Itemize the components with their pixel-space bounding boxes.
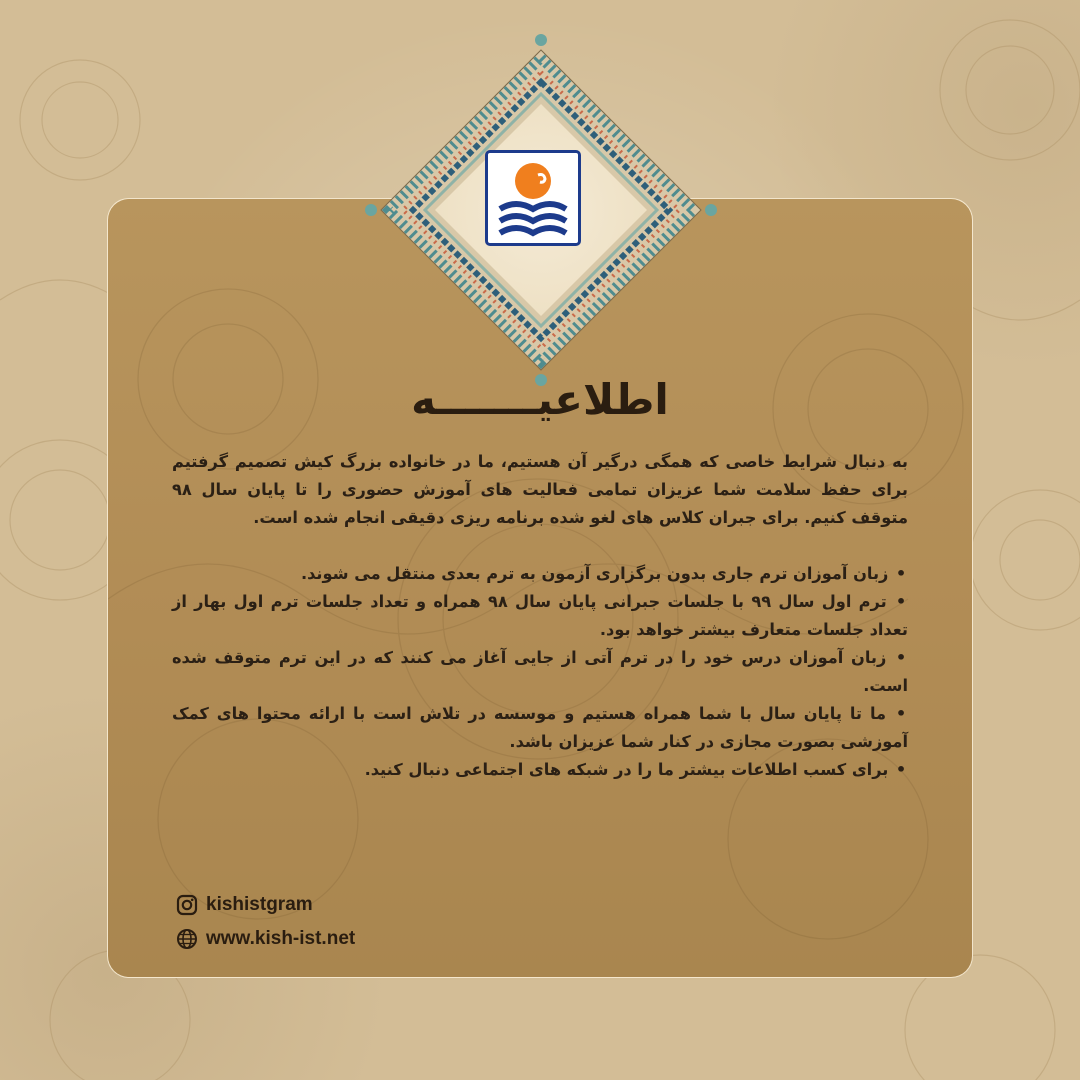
kish-institute-logo — [485, 150, 581, 246]
instagram-handle: kishistgram — [206, 894, 313, 915]
announcement-title: اطلاعیـــــــه — [411, 375, 669, 424]
announcement-content — [172, 448, 908, 784]
website-url: www.kish-ist.net — [206, 928, 356, 949]
bullet-item — [172, 644, 908, 700]
bullet-item — [172, 560, 908, 588]
intro-paragraph: به دنبال شرایط خاصی که همگی درگیر آن هستیم، ما در خانواده بزرگ کیش تصمیم گرفتیم برای حفظ سلامت شما عزیزان تمامی فعالیت های آموزش حضوری را تا پایان سال ۹۸ متوقف کنیم. برای جبران کلاس های لغو شده برنامه ریزی دقیقی انجام شده است. — [172, 452, 908, 527]
logo-mark-icon — [488, 153, 578, 243]
social-links — [176, 888, 355, 956]
bullet-text: ما تا پایان سال با شما همراه هستیم و موسسه در تلاش است با ارائه محتوا های کمک آموزشی بصورت مجازی در کنار شما عزیزان باشد. — [172, 704, 908, 751]
bullet-dot: • — [895, 760, 907, 779]
bullet-text: زبان آموزان ترم جاری بدون برگزاری آزمون به ترم بعدی منتقل می شوند. — [300, 564, 889, 583]
bullet-dot: • — [895, 592, 907, 611]
instagram-icon — [176, 894, 198, 916]
bullet-item — [172, 700, 908, 756]
bullet-item — [172, 756, 908, 784]
bullet-text: ترم اول سال ۹۹ با جلسات جبرانی پایان سال ۹۸ همراه و تعداد جلسات ترم اول بهار از تعداد جلسات متعارف بیشتر خواهد بود. — [172, 592, 908, 639]
bullet-text: برای کسب اطلاعات بیشتر ما را در شبکه های اجتماعی دنبال کنید. — [364, 760, 889, 779]
bullet-list — [172, 560, 908, 784]
bullet-item — [172, 588, 908, 644]
bullet-text: زبان آموزان درس خود را در ترم آتی از جایی آغاز می کنند که در این ترم متوقف شده است. — [172, 648, 908, 695]
instagram-link[interactable] — [176, 888, 355, 922]
bullet-dot: • — [895, 704, 907, 723]
bullet-dot: • — [895, 648, 907, 667]
globe-icon — [176, 928, 198, 950]
bullet-dot: • — [895, 564, 907, 583]
website-link[interactable] — [176, 922, 355, 956]
